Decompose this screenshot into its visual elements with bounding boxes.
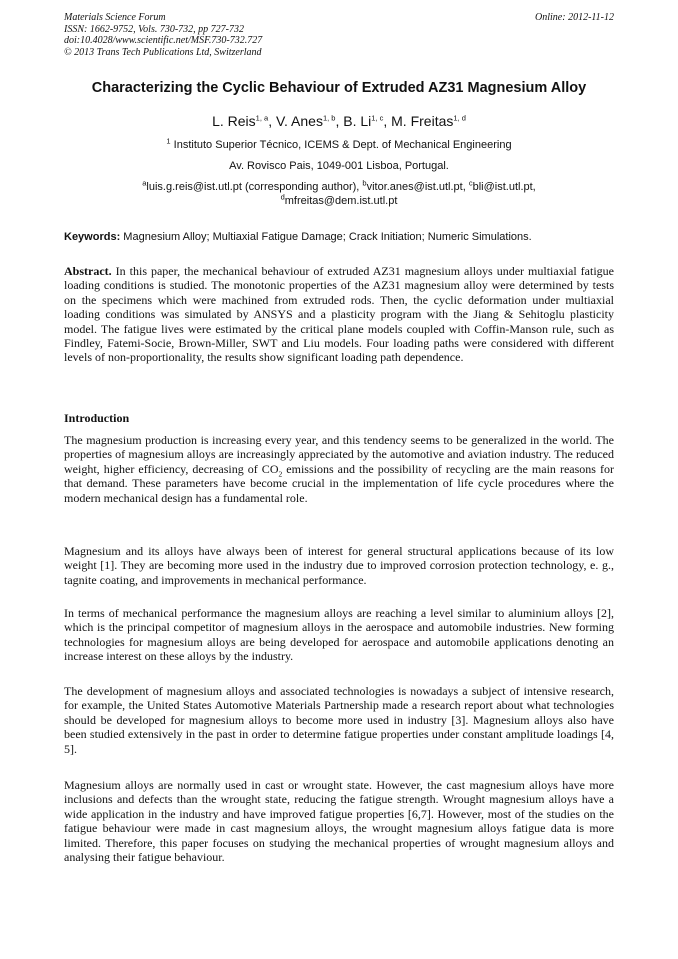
email-superscript: d: [280, 192, 285, 202]
copyright-line: © 2013 Trans Tech Publications Ltd, Switzerland: [64, 46, 262, 58]
intro-paragraph-4: The development of magnesium alloys and associated technologies is nowadays a subject of intensive research, for example, the United States Automotive Materials Partnership made a research report about what technologies should be developed for magnesium alloys to become more used in industry [3]. Magnesium alloys also have been studied extensively in the past in order to determine fatigue properties under constant amplitude loadings [4, 5].: [64, 684, 614, 756]
subscript: 2: [278, 469, 283, 479]
issn-line: ISSN: 1662-9752, Vols. 730-732, pp 727-732: [64, 23, 244, 35]
journal-name: Materials Science Forum: [64, 12, 166, 23]
email-line-2: [0, 192, 678, 208]
paragraph-text: The magnesium production is increasing every year, and this tendency seems to be generalized in the world. The properties of magnesium alloys are increasingly appreciated by the automotive and aviation industry. The reduced weight, higher efficiency, decreasing of CO: [64, 433, 614, 476]
intro-paragraph-2: Magnesium and its alloys have always been of interest for general structural applications because of its low weight [1]. They are becoming more used in the industry due to improved corrosion protection technology, e. g., tagnite coating, and improvements in mechanical performance.: [64, 544, 614, 587]
affiliation-line-1: [0, 136, 678, 152]
email-a[interactable]: luis.g.reis@ist.utl.pt (corresponding author),: [146, 181, 363, 193]
author-name: M. Freitas: [391, 113, 454, 129]
email-d[interactable]: mfreitas@dem.ist.utl.pt: [284, 195, 398, 207]
keywords-label: Keywords:: [64, 231, 121, 243]
abstract: [64, 264, 614, 365]
section-heading-introduction: Introduction: [64, 411, 130, 425]
author-superscript: 1, d: [453, 113, 466, 123]
author-separator: ,: [383, 113, 392, 129]
email-superscript: c: [468, 178, 473, 188]
email-superscript: a: [142, 178, 147, 188]
author-name: B. Li: [343, 113, 372, 129]
author-list: [0, 113, 678, 129]
paragraph-text: emissions and the possibility of recycling are the main reasons for that demand. These parameters have become crucial in the implementation of life cycle procedures where the modern mechanical design has a fundamental role.: [64, 461, 614, 505]
email-b[interactable]: vitor.anes@ist.utl.pt,: [366, 181, 469, 193]
journal-header: [64, 12, 262, 58]
abstract-label: Abstract.: [64, 264, 112, 278]
author-name: L. Reis: [212, 113, 256, 129]
email-superscript: b: [362, 178, 367, 188]
abstract-text: In this paper, the mechanical behaviour of extruded AZ31 magnesium alloys under multiaxial fatigue loading conditions is studied. The monotonic properties of the AZ31 magnesium alloy were determined by tests on the specimens which were machined from extruded rods. Then, the cyclic deformation under multiaxial loading conditions was simulated by ANSYS and a plasticity program with the Jiang & Sehitoglu plasticity model. The fatigue lives were estimated by the critical plane models coupled with Coffin-Manson rule, such as Findley, Fatemi-Socie, Brown-Miller, SWT and Liu models. Four loading paths were considered with different levels of non-proportionality, the results show significant loading path dependence.: [64, 264, 614, 365]
author-superscript: 1, c: [371, 113, 384, 123]
affiliation-superscript: 1: [166, 136, 171, 146]
author-superscript: 1, b: [322, 113, 336, 123]
doi-line: doi:10.4028/www.scientific.net/MSF.730-732.727: [64, 35, 263, 46]
author-separator: ,: [268, 113, 276, 129]
intro-paragraph-1: [64, 433, 614, 505]
affiliation-institute: Instituto Superior Técnico, ICEMS & Dept. of Mechanical Engineering: [170, 139, 512, 151]
affiliation-line-2: Av. Rovisco Pais, 1049-001 Lisboa, Portugal.: [229, 160, 449, 172]
author-name: V. Anes: [275, 113, 323, 129]
keywords-text: Magnesium Alloy; Multiaxial Fatigue Damage; Crack Initiation; Numeric Simulations.: [120, 231, 532, 243]
author-superscript: 1, a: [255, 113, 269, 123]
intro-paragraph-5: Magnesium alloys are normally used in cast or wrought state. However, the cast magnesium alloys have more inclusions and defects than the wrought state, reducing the fatigue strength. Wrought magnesium alloys have a wide application in the industry and have improved fatigue properties [6,7]. However, most of the studies on the fatigue behaviour were made in cast magnesium alloys, the wrought magnesium alloys fatigue data is more limited. Therefore, this paper focuses on studying the mechanical properties of wrought magnesium alloys and analysing their fatigue behaviour.: [64, 778, 614, 865]
keywords: [64, 231, 614, 243]
online-date: Online: 2012-11-12: [535, 12, 614, 23]
email-line-1: [0, 178, 678, 194]
intro-paragraph-3: In terms of mechanical performance the magnesium alloys are reaching a level similar to aluminium alloys [2], which is the principal competitor of magnesium alloys in the aerospace and automobile industries. New forming technologies for magnesium alloys are being developed for aerospace and automobile applications denoting an increase interest on these alloys by the industry.: [64, 606, 614, 664]
author-separator: ,: [335, 113, 344, 129]
email-c[interactable]: bli@ist.utl.pt,: [472, 181, 536, 193]
paper-title: Characterizing the Cyclic Behaviour of Extruded AZ31 Magnesium Alloy: [91, 80, 587, 96]
